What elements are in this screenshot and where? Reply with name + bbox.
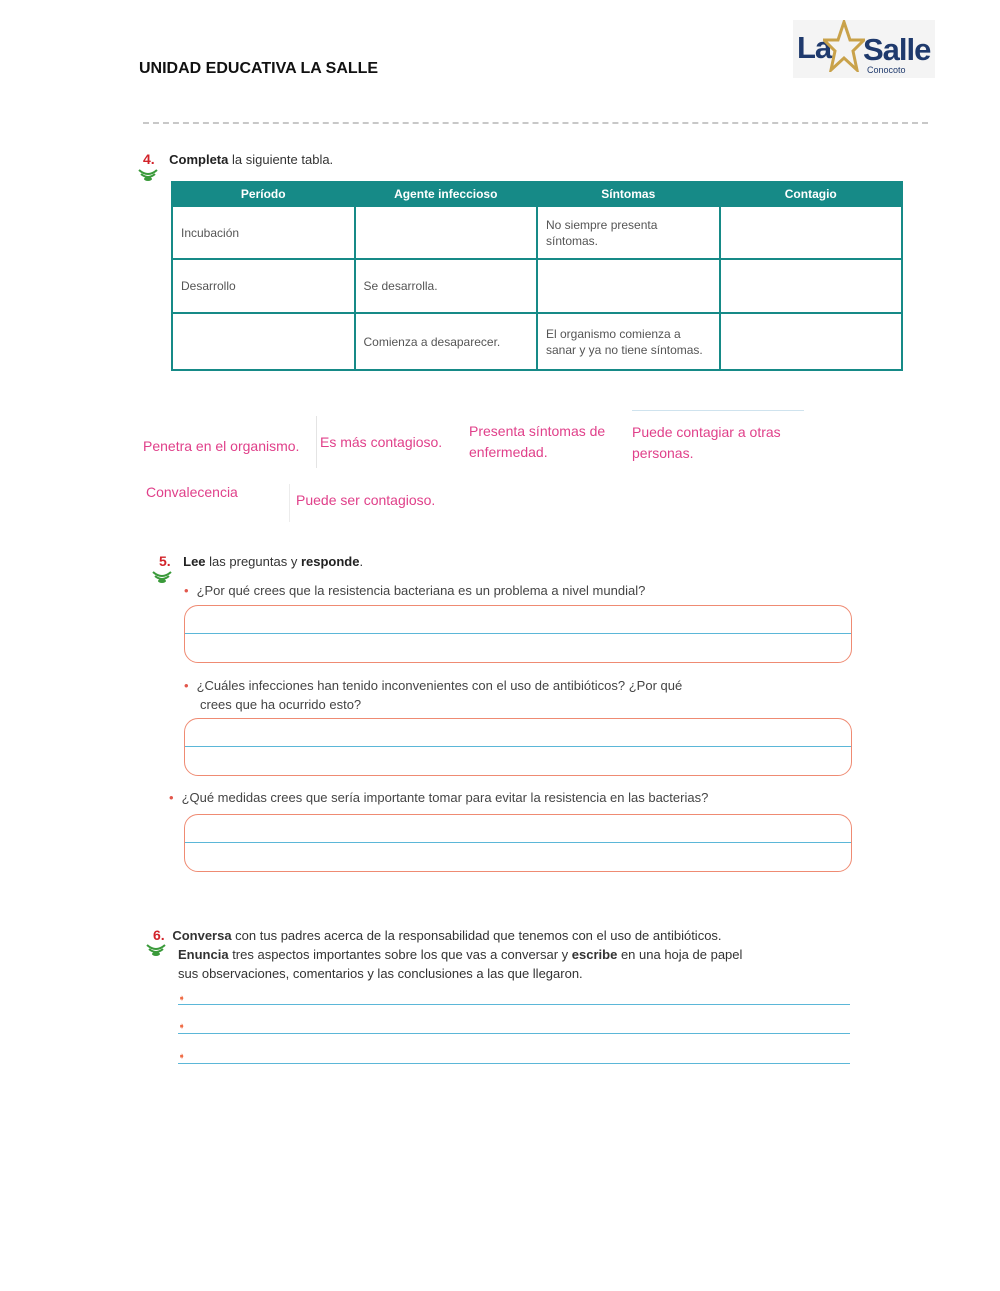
write-line-1[interactable] [178, 1004, 850, 1005]
option-mas-contagioso[interactable]: Es más contagioso. [320, 434, 443, 450]
bullet-icon: • [184, 678, 189, 693]
q6-verb-conversa: Conversa [172, 928, 232, 943]
q5-verb-lee: Lee [183, 554, 206, 569]
answer-box-3[interactable] [184, 814, 852, 872]
activity-icon [145, 941, 167, 957]
star-icon [823, 20, 865, 72]
table-cell-drop[interactable] [537, 259, 720, 313]
activity-icon [151, 568, 173, 584]
table-cell: No siempre presenta síntomas. [537, 206, 720, 259]
table-cell: Se desarrolla. [355, 259, 538, 313]
table-row [172, 259, 902, 313]
table-cell: Comienza a desaparecer. [355, 313, 538, 370]
q5-heading [159, 553, 363, 571]
table-cell: Incubación [172, 206, 355, 259]
q6-number: 6. [153, 927, 165, 943]
question-3-text: ¿Qué medidas crees que sería importante tomar para evitar la resistencia en las bacterias? [181, 790, 709, 805]
header-contagio: Contagio [720, 182, 903, 206]
table-header-row [172, 182, 902, 206]
q6-verb-enuncia: Enuncia [178, 947, 229, 962]
q4-verb: Completa [169, 152, 229, 167]
option-penetra[interactable]: Penetra en el organismo. [143, 438, 300, 454]
table-cell-drop[interactable] [720, 206, 903, 259]
arrow-icon: ➧ [178, 993, 186, 1003]
table-cell-drop[interactable] [720, 313, 903, 370]
header-sintomas: Síntomas [537, 182, 720, 206]
option-convalecencia[interactable]: Convalecencia [146, 484, 238, 500]
answer-box-1[interactable] [184, 605, 852, 663]
school-name: UNIDAD EDUCATIVA LA SALLE [139, 60, 379, 77]
question-2 [184, 676, 682, 714]
question-1-text: ¿Por qué crees que la resistencia bacteriana es un problema a nivel mundial? [196, 583, 646, 598]
table-row [172, 313, 902, 370]
bullet-icon: • [184, 583, 189, 598]
logo-place: Conocoto [867, 65, 906, 75]
q6-text-block [153, 926, 793, 983]
option-puede-ser-contagioso[interactable]: Puede ser contagioso. [296, 492, 436, 508]
write-line-3[interactable] [178, 1063, 850, 1064]
option-divider [632, 410, 804, 411]
q5-text-end: . [359, 554, 364, 569]
write-line-2[interactable] [178, 1033, 850, 1034]
logo-text-salle: Salle [863, 32, 931, 67]
q6-text-4: sus observaciones, comentarios y las conclusiones a las que llegaron. [178, 966, 583, 981]
arrow-icon: ➧ [178, 1021, 186, 1031]
infection-table [171, 181, 903, 371]
activity-icon [137, 166, 159, 182]
q4-number: 4. [143, 151, 155, 167]
q5-verb-responde: responde [300, 554, 360, 569]
table-cell-drop[interactable] [172, 313, 355, 370]
option-presenta-sintomas[interactable]: Presenta síntomas de enfermedad. [469, 423, 606, 460]
option-divider [289, 484, 290, 522]
question-2-text-cont: crees que ha ocurrido esto? [200, 697, 362, 712]
question-2-text: ¿Cuáles infecciones han tenido inconvenientes con el uso de antibióticos? ¿Por qué [196, 678, 683, 693]
q6-verb-escribe: escribe [571, 947, 618, 962]
answer-box-2[interactable] [184, 718, 852, 776]
table-row [172, 206, 902, 259]
header-periodo: Período [172, 182, 355, 206]
school-logo [793, 20, 935, 78]
table-cell-drop[interactable] [355, 206, 538, 259]
option-puede-contagiar[interactable]: Puede contagiar a otras personas. [632, 424, 781, 461]
q5-number: 5. [159, 553, 171, 569]
header-agente: Agente infeccioso [355, 182, 538, 206]
option-divider [316, 416, 317, 468]
arrow-icon: ➧ [178, 1051, 186, 1061]
logo-text-la: La [797, 30, 832, 65]
q6-text-1: con tus padres acerca de la responsabilidad que tenemos con el uso de antibióticos. [231, 928, 722, 943]
q6-text-2: tres aspectos importantes sobre los que vas a conversar y [228, 947, 572, 962]
table-cell: Desarrollo [172, 259, 355, 313]
q6-text-3: en una hoja de papel [617, 947, 743, 962]
table-cell: El organismo comienza a sanar y ya no tiene síntomas. [537, 313, 720, 370]
q4-heading [143, 151, 333, 169]
q5-text: las preguntas y [205, 554, 301, 569]
q4-text: la siguiente tabla. [228, 152, 334, 167]
bullet-icon: • [169, 790, 174, 805]
separator [143, 122, 928, 124]
question-1 [184, 581, 645, 600]
table-cell-drop[interactable] [720, 259, 903, 313]
question-3 [169, 788, 708, 807]
